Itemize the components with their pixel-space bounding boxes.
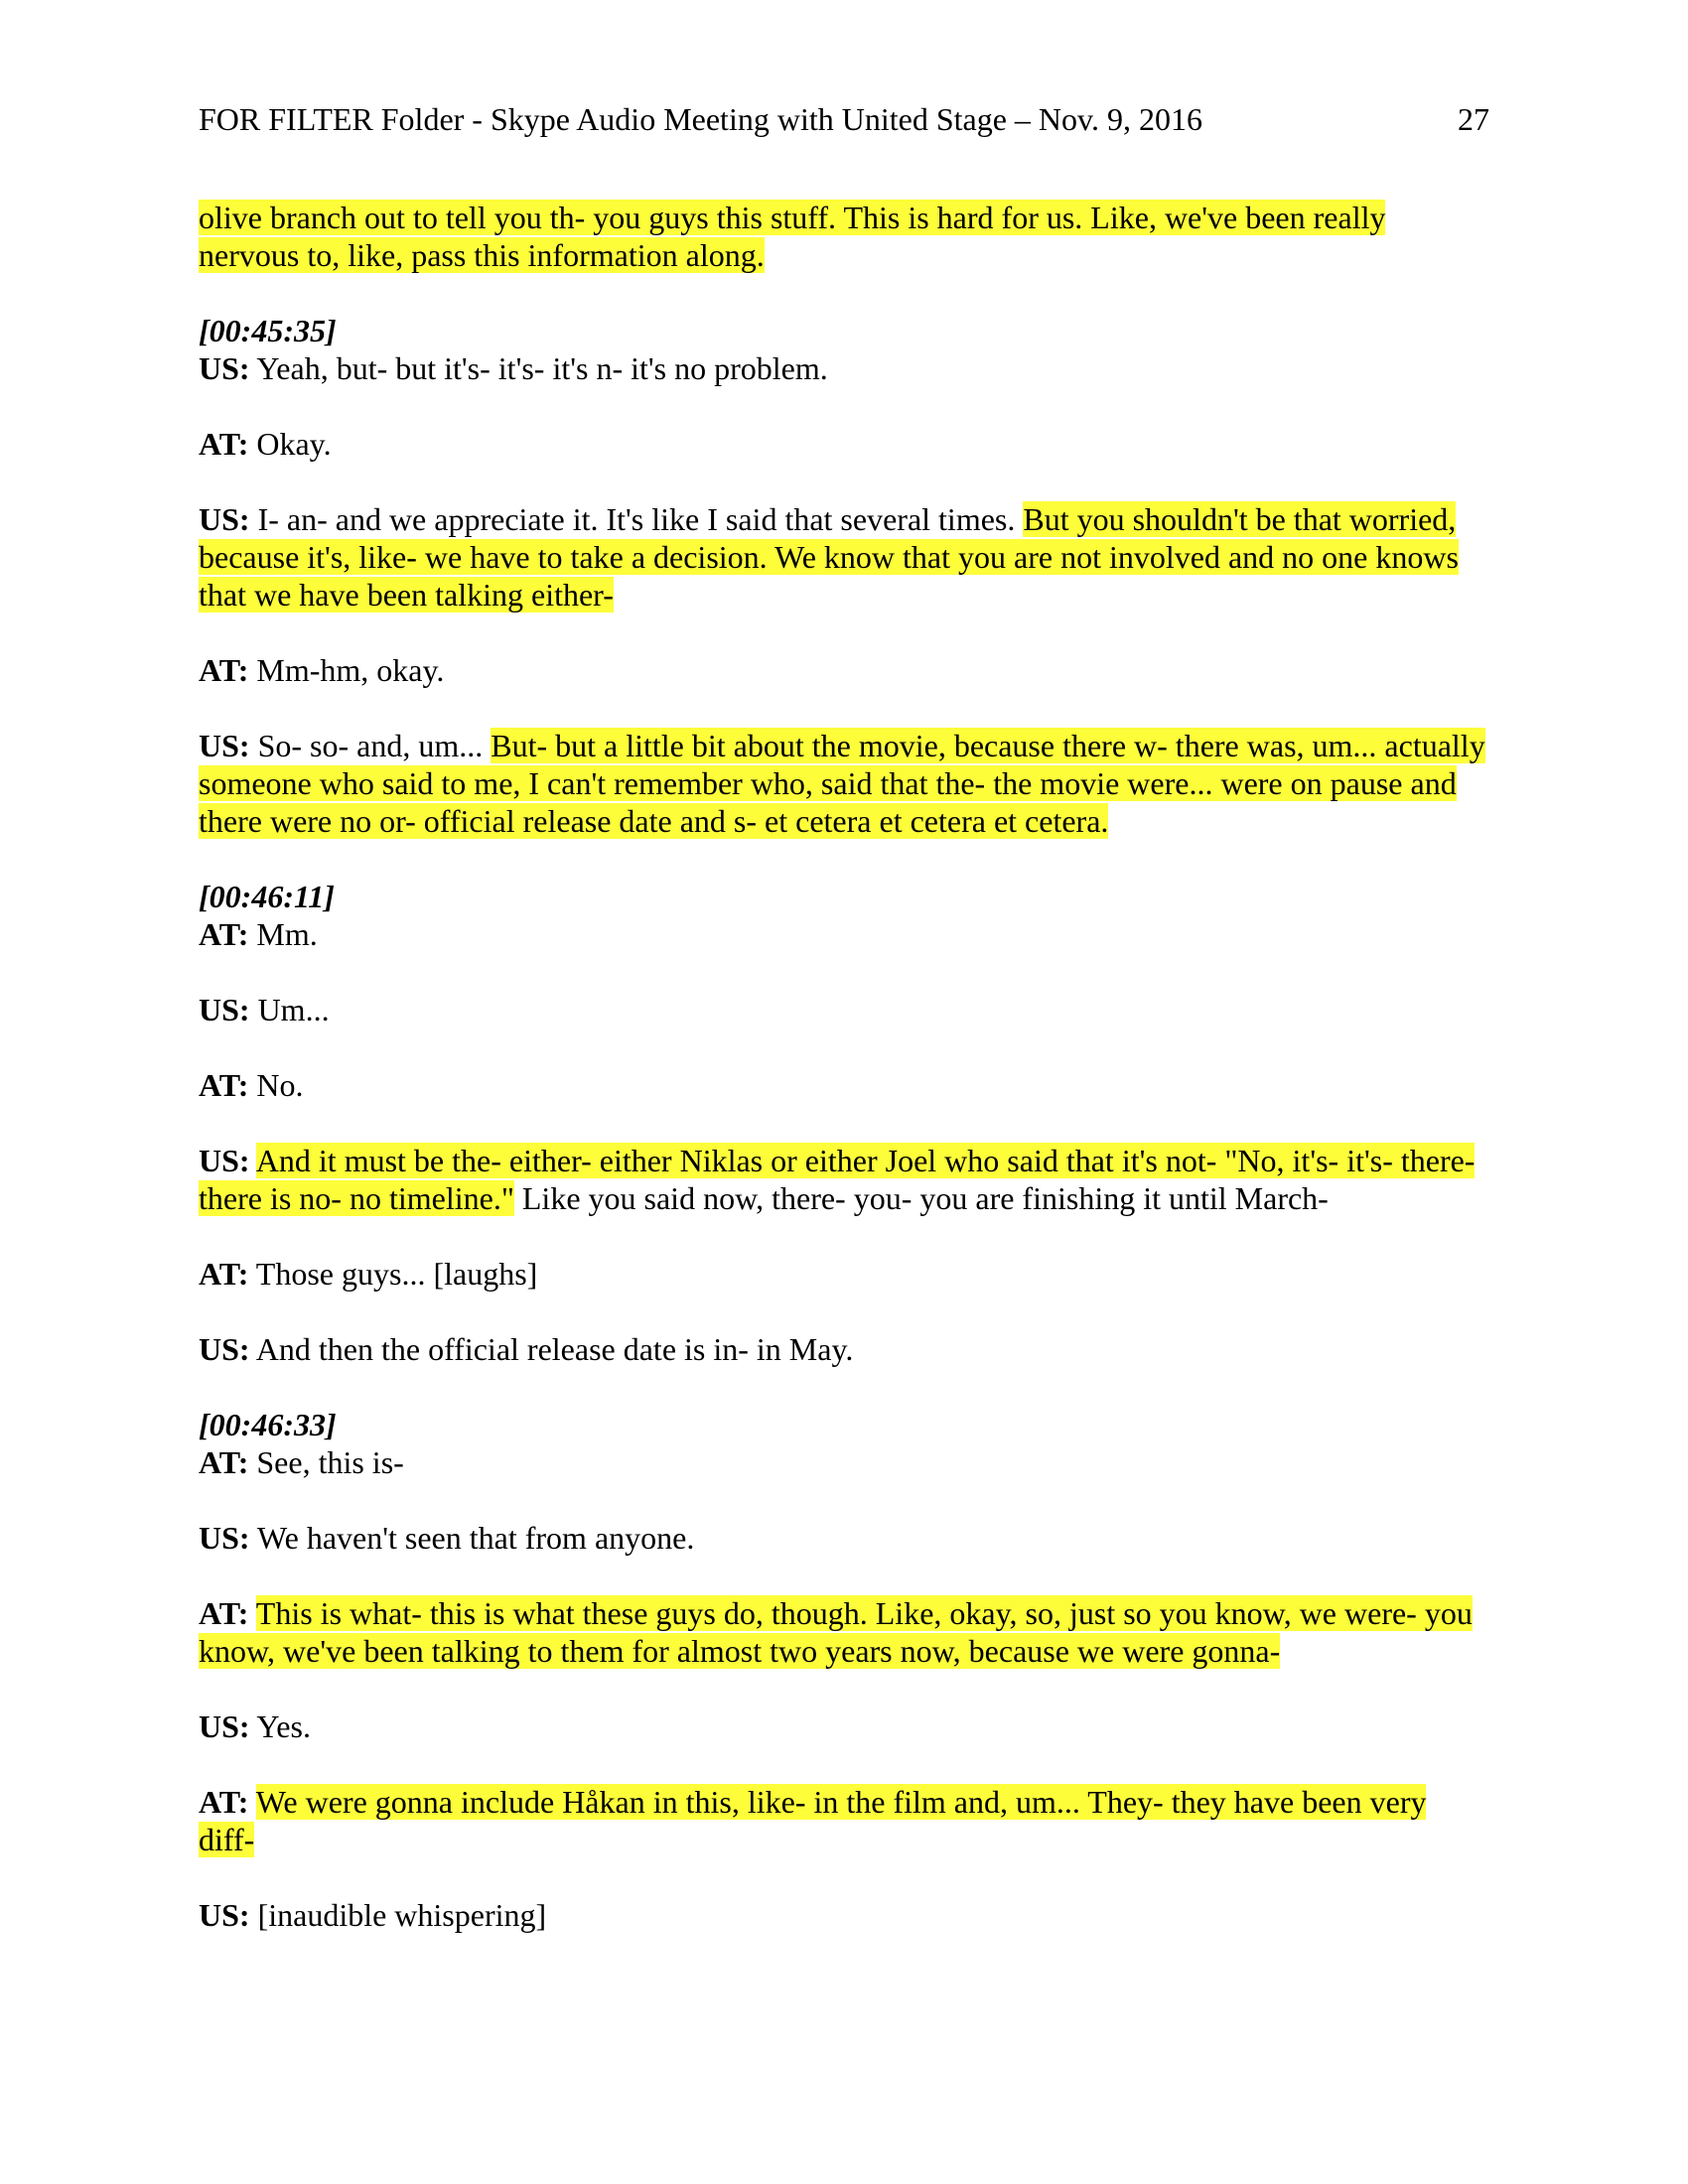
speaker-label: US: [199, 350, 250, 386]
dialogue-text: Um... [249, 992, 330, 1027]
dialogue-text: Okay. [248, 426, 332, 462]
dialogue-text: Yeah, but- but it's- it's- it's n- it's no problem. [249, 350, 828, 386]
dialogue-text: [inaudible whispering] [249, 1897, 547, 1933]
dialogue-text [250, 1143, 256, 1178]
dialogue-text: No. [248, 1067, 304, 1103]
dialogue-text [248, 1595, 255, 1631]
transcript-entry [199, 991, 1489, 1028]
highlighted-text: And it must be the- either- either Niklas or either Joel who said that it's not- "No, it's- it's- there- there is no- no timeline." [199, 1143, 1476, 1216]
speaker-label: US: [199, 1708, 250, 1744]
transcript-entry [199, 1142, 1489, 1217]
dialogue-text [248, 1784, 255, 1820]
speaker-label: AT: [199, 916, 249, 952]
speaker-label: AT: [199, 652, 249, 688]
transcript-entry [199, 425, 1489, 463]
dialogue-text: So- so- and, um... [249, 728, 492, 763]
dialogue-text: And then the official release date is in- in May. [249, 1331, 854, 1367]
transcript-entry [199, 1594, 1489, 1670]
speaker-label: AT: [199, 1595, 249, 1631]
transcript-entry [199, 1406, 1489, 1481]
dialogue-text: I- an- and we appreciate it. It's like I said that several times. [249, 501, 1024, 537]
transcript-entry [199, 1519, 1489, 1557]
page-header [199, 99, 1489, 139]
document-title: FOR FILTER Folder - Skype Audio Meeting with United Stage – Nov. 9, 2016 [199, 101, 1202, 137]
transcript-entry [199, 1707, 1489, 1745]
speaker-label: US: [199, 1520, 250, 1556]
transcript-entry [199, 1066, 1489, 1104]
dialogue-text: Like you said now, there- you- you are finishing it until March- [513, 1180, 1329, 1216]
speaker-label: AT: [199, 1444, 249, 1480]
transcript-entry [199, 1896, 1489, 1934]
speaker-label: AT: [199, 426, 249, 462]
timestamp: [00:46:11] [199, 879, 335, 914]
dialogue-text: See, this is- [248, 1444, 404, 1480]
highlighted-text: But you shouldn't be that worried, because it's, like- we have to take a decision. We know that you are not involved and no one knows that we have been talking either- [199, 501, 1459, 613]
transcript-entry [199, 1255, 1489, 1293]
speaker-label: US: [199, 1143, 250, 1178]
transcript-entry [199, 199, 1489, 274]
transcript-entry [199, 312, 1489, 387]
transcript-entry [199, 500, 1489, 614]
speaker-label: US: [199, 1331, 250, 1367]
timestamp: [00:46:33] [199, 1407, 337, 1442]
highlighted-text: This is what- this is what these guys do, though. Like, okay, so, just so you know, we were- you know, we've been talking to them for almost two years now, because we were gonna- [199, 1595, 1473, 1669]
speaker-label: US: [199, 1897, 250, 1933]
transcript-entry [199, 878, 1489, 953]
speaker-label: US: [199, 992, 250, 1027]
transcript-entry [199, 1783, 1489, 1858]
highlighted-text: But- but a little bit about the movie, because there w- there was, um... actually someone who said to me, I can't remember who, said that the- the movie were... were on pause and there were no or- official release date and s- et cetera et cetera et cetera. [199, 728, 1485, 839]
highlighted-text: We were gonna include Håkan in this, like- in the film and, um... They- they have been very diff- [199, 1784, 1427, 1857]
speaker-label: US: [199, 728, 250, 763]
page-number: 27 [1458, 101, 1489, 137]
dialogue-text: Mm. [248, 916, 318, 952]
highlighted-text: olive branch out to tell you th- you guys this stuff. This is hard for us. Like, we've been really nervous to, like, pass this information along. [199, 200, 1386, 273]
dialogue-text: Yes. [249, 1708, 311, 1744]
speaker-label: US: [199, 501, 250, 537]
speaker-label: AT: [199, 1784, 249, 1820]
dialogue-text: We haven't seen that from anyone. [249, 1520, 695, 1556]
speaker-label: AT: [199, 1067, 249, 1103]
timestamp: [00:45:35] [199, 313, 337, 348]
dialogue-text: Those guys... [laughs] [248, 1256, 538, 1292]
speaker-label: AT: [199, 1256, 249, 1292]
transcript-entry [199, 727, 1489, 840]
transcript-entry [199, 651, 1489, 689]
dialogue-text: Mm-hm, okay. [248, 652, 445, 688]
transcript-entry [199, 1330, 1489, 1368]
transcript [199, 199, 1489, 1972]
